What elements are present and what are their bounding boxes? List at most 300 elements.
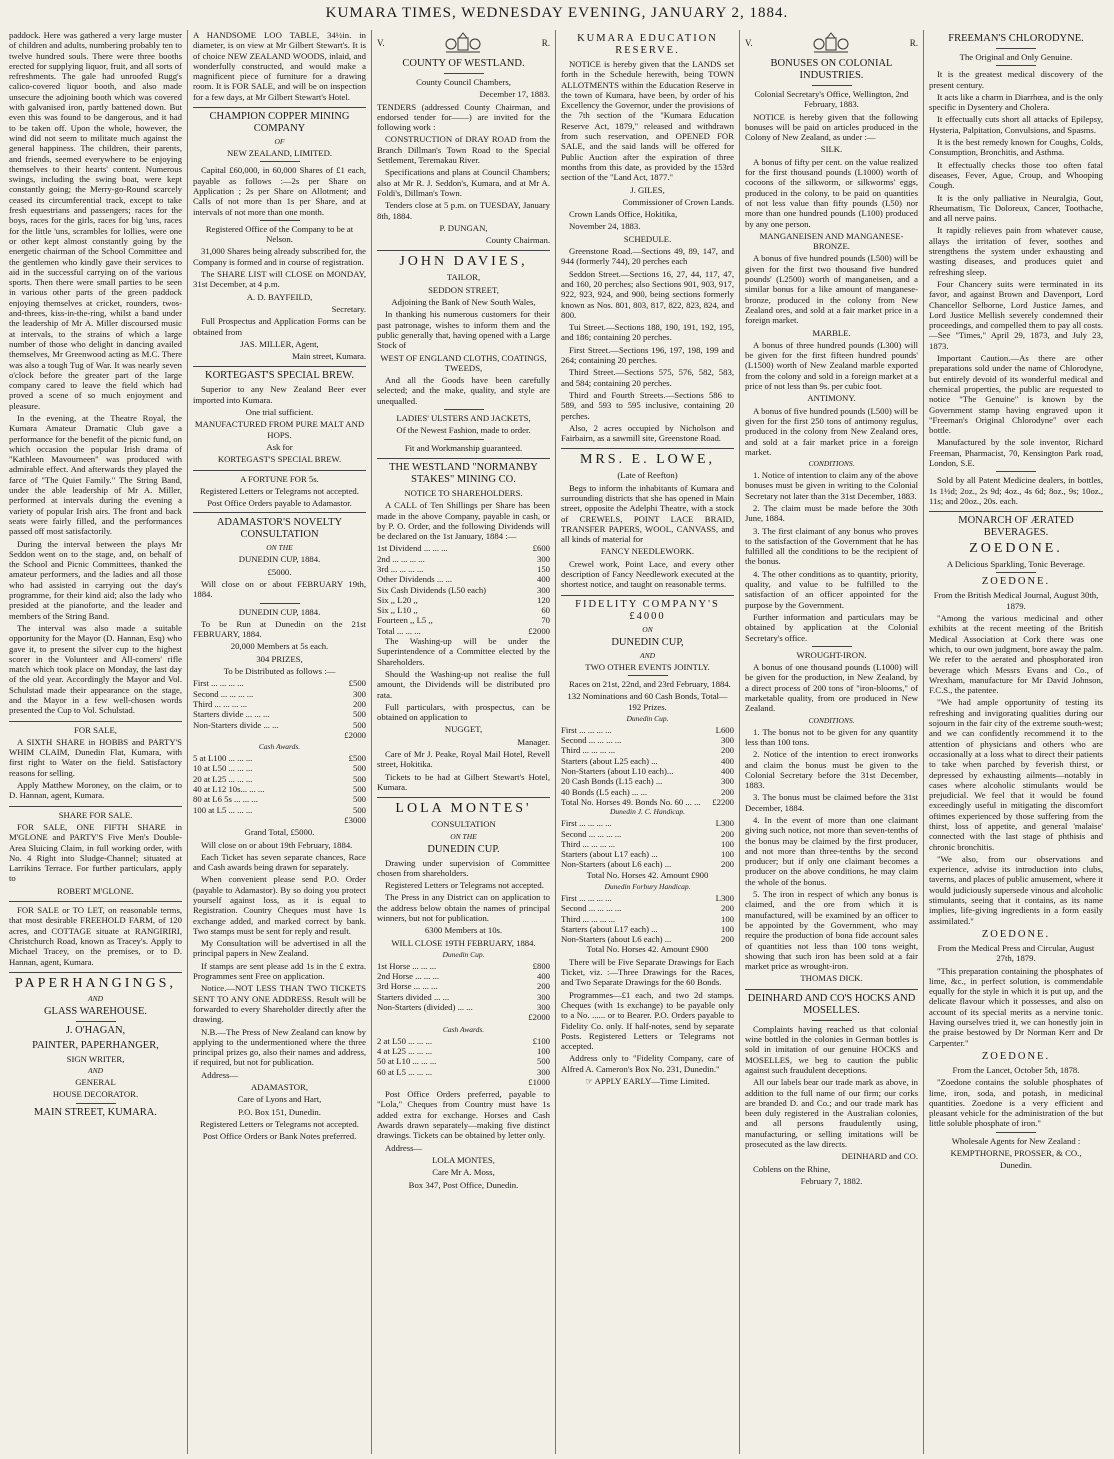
prize-row [561,829,734,839]
divider [812,85,852,86]
ad-text: N.B.—The Press of New Zealand can know by applying to the undermentioned where the three principal prizes go, also their names and address, if required, but not for publication. [193,1026,366,1068]
ad-heading: CHAMPION COPPER MINING COMPANY [209,111,350,135]
champion-copper-ad [193,111,366,367]
dividend-row [377,615,550,625]
ad-subheading: Dunedin Forbury Handicap. [604,882,691,891]
dividend-label: 2nd ... ... ... ... [377,553,425,564]
cash-amount: 500 [352,804,366,815]
ad-text: Ask for [266,441,293,452]
prize-row [561,725,734,735]
ad-subheading: Dunedin Cup. [626,713,669,723]
ad-text: Important Caution.—As there are other preparations sold under the name of Chlorodyne, but entirely devoid of its wonderful medical and chemical properties, the public are requested to notice "The Genuine" is known by the Government stamp having engraved upon it "Freeman's Original Chlorodyne" over each bottle. [929,353,1103,436]
ad-subheading: CONSULTATION [431,819,496,830]
ad-text: A bonus of three hundred pounds (L300) will be given for the first fifteen hundred pounds' (L1500) worth of New Zealand marble exported from the colony and sold in a foreign market at a price of not less than 9s. per cubic foot. [745,339,918,392]
ad-subheading: ZOEDONE. [981,1050,1051,1062]
column-1 [4,30,188,1454]
mrs-lowe-ad [561,452,734,595]
prize-amount: 500 [352,719,366,730]
prize-row [561,893,734,903]
ad-signature: J. GILES, [630,184,665,195]
ad-text: Post Office Orders or Bank Notes preferred. [202,1131,357,1142]
cash-amount: £500 [348,753,366,764]
prize-amount: 200 [536,981,550,992]
prize-amount: 200 [720,786,734,797]
article-paragraph: The interval was also made a suitable opportunity for the Mayor (D. Hannan, Esq) who gave it, to present the silver cup to the highest scorer in the Volunteer and All-comers' rifle match which took place on Monday, the last day of the old year. Accordingly the Mayor and Vol. Schulstad made their appearance on the stage, and the Mayor in a few well-chosen words presented the Cup to Vol. Schulstad. [9,622,182,716]
crest-letter: V. [377,37,385,48]
prize-row [193,720,366,730]
condition-item: 5. The iron in respect of which any bonus is claimed, and the ore from which it is manufactured, will be examined by an officer to be appointed by the Government, who may require the production of bona fide account sales of quantities not less than 100 tons weight, showing that such iron has been sold at a fair market price as wrought-iron. [745,889,918,972]
ad-text: The Washing-up will be under the Superintendence of a Committee elected by the Shareholders. [377,636,550,667]
ad-subheading: CONDITIONS. [808,459,855,469]
prize-amount: L600 [715,724,734,735]
ad-text: P.O. Box 151, Dunedin. [238,1106,321,1117]
dividend-label: Six ,, L10 ,, [377,605,418,616]
cash-label: 80 at L6 5s ... ... ... [193,794,258,805]
prize-row [193,699,366,709]
divider [260,161,300,162]
condition-item: Further information and particulars may be obtained by application at the Colonial Secretary's office. [745,611,918,643]
for-sale-ad [9,725,182,807]
cash-row [377,1036,550,1046]
ad-text: November 24, 1883. [569,221,641,232]
ad-address: MAIN STREET, KUMARA. [34,1106,157,1118]
ad-text: From the Medical Press and Circular, August 27th, 1879. [937,942,1095,964]
ad-text: From the British Medical Journal, August 30th, 1879. [933,590,1099,611]
ad-text: Races on 21st, 22nd, and 23rd February, 1884. [569,678,731,689]
ad-text: A HANDSOME LOO TABLE, 34½in. in diameter, is on view at Mr Gilbert Stewart's. It is of choice NEW ZEALAND WOODS, inlaid, and wonderfully constructed, and would make a magnificent piece of furniture for a drawing room. It is FOR SALE, and will be on inspection for a few days, at Mr Gilbert Stewart's Hotel. [193,30,366,102]
ad-text: Complaints having reached us that colonial wine bottled in the colonies in German bottles is sold in imitation of our genuine HOCKS and MOSELLES, we beg to caution the public against such fraudulent deceptions. [745,1023,918,1075]
education-reserve-ad [561,33,734,449]
cash-amount: 500 [352,763,366,774]
schedule-item: Seddon Street.—Sections 16, 27, 44, 117, 47, and 160, 20 perches; also Sections 901, 903, 917, 922, 923, 924, and 900, being sections formerly known as Nos. 801, 803, 817, 822, 823, 824, and 800. [561,268,734,320]
dividend-label: Other Dividends ... ... [377,574,453,585]
prize-label: Non-Starters (about L10 each)... [561,766,674,777]
ad-text: DUNEDIN CUP, 1884. [238,554,321,565]
ad-text: Tenders close at 5 p.m. on TUESDAY, January 8th, 1884. [377,200,550,221]
ad-text: One trial sufficient. [245,407,314,418]
condition-item: 2. Notice of the intention to erect ironworks and claim the bonus must be given to the Colonial Secretary before the 31st December, 1883. [745,749,918,791]
prize-row [561,745,734,755]
ad-text: Sold by all Patent Medicine dealers, in bottles, 1s 1½d; 2oz., 2s 9d; 4oz., 4s 6d; 8oz., 9s; 10oz., 11s; and 20oz., 20s. each. [929,475,1103,506]
ad-text: Care of Mr J. Peake, Royal Mail Hotel, Revell street, Hokitika. [377,749,550,770]
ad-subheading: NEW ZEALAND, LIMITED. [226,148,333,159]
prize-label: 3rd Horse ... ... ... [377,981,438,992]
prize-label: Second ... ... ... ... [561,828,622,839]
cash-label: 10 at L50 ... ... ... [193,763,253,774]
ad-text: "Zoedone contains the soluble phosphates of lime, iron, soda, and potash, in medicinal quantities. Zoedone is a very efficient and pleasant vehicle for the administration of the but little soluble phosphate of iron." [929,1077,1103,1129]
ad-text: Tickets to be had at Gilbert Stewart's Hotel, Kumara. [377,771,550,792]
prize-label: Starters divided ... ... [377,991,450,1002]
ad-text: To be Distributed as follows :— [223,666,336,677]
schedule-item: Tui Street.—Sections 188, 190, 191, 192, 195, and 186; containing 20 perches. [561,322,734,343]
ad-subheading: SILK. [820,144,843,155]
dividend-amount: 400 [536,574,550,585]
ad-text: In thanking his numerous customers for their past patronage, wishes to inform them and the public generally that, having opened with a Large Stock of [377,309,550,351]
article-paragraph: In the evening, at the Theatre Royal, the Kumara Amateur Dramatic Club gave a performance for the benefit of the picnic fund, on which occasion the popular Irish drama of "Kathleen Mavourneen" was produced with admirable effect. And afterwards they played the farce of "The Quiet Family." The String Band, under the able leadership of Mr A. Miller, performed at intervals during the evening a variety of popular Irish airs. The front and back seats were fairly filled, and the performances passed off most satisfactorily. [9,412,182,537]
condition-item: 3. The bonus must be claimed before the 31st December, 1884. [745,792,918,813]
ad-text: And all the Goods have been carefully selected; and the make, quality, and style are unequalled. [377,375,550,406]
prize-label: Non-Starters (about L6 each) ... [561,859,672,870]
ad-text: The Press in any District can on application to the address below obtain the names of principal winners, but not for publication. [377,892,550,923]
prize-amount: 200 [720,934,734,945]
ad-text: SEDDON STREET, [428,284,499,295]
prize-row [561,756,734,766]
dividend-row [377,605,550,615]
divider [76,1103,116,1104]
ad-signature: A. D. BAYFEILD, [246,291,313,302]
ad-subheading: TAILOR, [446,272,481,283]
ad-text: Apply Matthew Moroney, on the claim, or to D. Hannan, agent, Kumara. [9,780,182,801]
prize-label: Third ... ... ... ... [193,698,248,709]
ad-text: It is the only palliative in Neuralgia, Gout, Rheumatism, Tic Doloreux, Cancer, Toothache, and all nerve pains. [929,192,1103,224]
ad-signature: KEMPTHORNE, PROSSER, & CO., [950,1148,1082,1159]
john-davies-ad [377,254,550,458]
ad-text: Manager. [517,736,550,747]
divider [996,48,1036,49]
royal-crest [745,32,918,54]
county-westland-ad [377,32,550,251]
ad-text: A bonus of five hundred pounds (L500) will be given for the first 250 tons of antimony regulus, produced in the colony from New Zealand ores, and sold at a fair market price in a foreign market. [745,405,918,457]
ad-subheading: Dunedin J. C. Handicap. [610,807,685,817]
paperhangings-ad [9,976,182,1119]
ad-text: JAS. MILLER, Agent, [240,338,319,349]
dividend-amount: 120 [536,594,550,605]
ad-text: Registered Office of the Company to be at Nelson. [205,223,354,245]
ad-text: To be Run at Dunedin on the 21st FEBRUARY, 1884. [193,618,366,640]
ad-subheading: FANCY NEEDLEWORK. [600,546,695,557]
prize-label: Third ... ... ... ... [561,745,616,756]
prize-amount: 100 [720,849,734,860]
ad-text: All our labels bear our trade mark as above, in addition to the full name of our firm; our corks are branded D. and Co.; and our trade mark has been duly registered in the Australian colonies, and all persons fraudulently using, manufacturing, or selling imitations will be prosecuted as the law directs. [745,1077,918,1150]
ad-signature: NUGGET, [444,724,483,735]
ad-heading: FREEMAN'S CHLORODYNE. [948,33,1084,44]
zoedone-ad [929,515,1103,1170]
prize-label: First ... ... ... ... [561,818,612,829]
condition-item: 3. The first claimant of any bonus who proves to the satisfaction of the Government that he has fulfilled all the conditions to be the recipient of the bonus. [745,525,918,567]
dividend-amount: 300 [536,553,550,564]
prize-row [377,992,550,1002]
schedule-item: Third and Fourth Streets.—Sections 586 to 589, and 593 to 595 inclusive, containing 20 perches. [561,389,734,421]
ad-subheading: GLASS WAREHOUSE. [43,1005,148,1017]
ad-text: CONSTRUCTION of DRAY ROAD from the Branch Dillman's Town Road to the Special Settlement, Teremakau River. [377,134,550,166]
ad-signature: LOLA MONTES, [432,1154,495,1165]
share-for-sale-ad [9,810,182,902]
ad-text: NOTICE is hereby given that the LANDS set forth in the Schedule herewith, being TOWN ALLOTMENTS within the Education Reserve in the town of Kumara, have been, by order of his Excellency the Governor, under the provisions of the 7th section of the "Kumara Education Reserve Act, 1879," released and withdrawn from such reservation, and OPENED FOR SALE, and the said lands will be offered for Public Auction after the expiration of three months from this date, as provided by the 153rd section of the "Land Act, 1877." [561,59,734,183]
ad-text: A Delicious Sparkling, Tonic Beverage. [946,559,1086,570]
prize-label: Starters (about L25 each) ... [561,755,658,766]
condition-item: 1. The bonus not to be given for any quantity less than 100 tons. [745,726,918,747]
ad-text: Four Chancery suits were terminated in its favor, and against Brown and Davenport, Lord Chancellor Selborne, Lord Justice James, and Lord Justice Mellish severely condemned their proceedings, and compelled them to pay all costs.—See "Times," April 29, 1873, and July 23, 1873. [929,278,1103,351]
cash-amount: 500 [352,773,366,784]
schedule-item: First Street.—Sections 196, 197, 198, 199 and 264; containing 20 perches. [561,344,734,366]
deinhard-ad [745,993,918,1186]
ad-text: County Chairman. [485,235,550,246]
ad-text: Colonial Secretary's Office, Wellington, 2nd February, 1883. [754,89,909,110]
ad-text: ON THE [266,543,293,553]
colonial-bonuses-ad [745,32,918,990]
ad-text: Dunedin. [999,1160,1033,1171]
crest-letter: R. [541,37,550,48]
prize-amount: 200 [720,903,734,914]
ad-subheading: Cash Awards. [258,742,301,752]
prize-label: Non-Starters (about L6 each) ... [561,934,672,945]
ad-text: A CALL of Ten Shillings per Share has been made in the above Company, payable in cash, or by P. O. Order, and the following Dividends will be declared on the 1st January, 1884 :— [377,500,550,542]
ad-heading: A FORTUNE FOR 5s. [240,473,319,484]
royal-arms-icon [811,32,851,54]
prize-row [561,776,734,786]
ad-text: It effectually cuts short all attacks of Epilepsy, Hysteria, Palpitation, Convulsions, and Spasms. [929,114,1103,135]
prize-label: Second ... ... ... ... [561,735,622,746]
divider [260,220,300,221]
divider [996,1132,1036,1133]
ad-text: 132 Nominations and 60 Cash Bonds, Total—192 Prizes. [567,691,728,712]
total-line: Total No. Horses 42. Amount £900 [586,944,709,955]
ad-text: County Council Chambers, [416,77,511,87]
dividend-amount: 70 [541,615,550,626]
cash-row [193,805,366,815]
ad-subheading: Dunedin Cup. [442,949,485,959]
ad-subheading: ZOEDONE. [981,576,1051,588]
column-3 [372,30,556,1454]
prize-amount: 300 [352,688,366,699]
grand-total: Grand Total, £5000. [244,827,315,838]
prize-row [561,735,734,745]
picnic-article [9,30,182,722]
ad-subheading: DUNEDIN CUP. [427,843,500,855]
prize-row [561,849,734,859]
dividend-amount: 60 [541,605,550,616]
prize-label: Second ... ... ... ... [193,688,254,699]
prize-amount: 300 [536,991,550,1002]
freeman-chlorodyne-ad [929,33,1103,512]
ad-text: Post Office Orders preferred, payable to "Lola," Cheques from Country must have 1s added extra for exchange. Horses and Cash Awards drawn separately—making five distinct drawings. Tickets can be obtained by letter only. [377,1089,550,1141]
fidelity-ad [561,599,734,1087]
prize-amount: 500 [352,709,366,720]
column-6 [924,30,1108,1454]
ad-text: A bonus of fifty per cent. on the value realized for the first thousand pounds (L1000) worth of cocoons of the silkworm, or silkworms' eggs, produced in the colony, to be paid on quantities of not less value than fifty pounds (L50) nor more than one hundred pounds (L100) produced by any one person. [745,156,918,229]
dividend-amount: 300 [536,584,550,595]
divider [444,439,484,440]
cash-label: 2 at L50 ... ... ... [377,1035,433,1046]
divider [812,646,852,647]
ad-heading: KUMARA EDUCATION RESERVE. [577,33,718,56]
divider [193,512,366,513]
ad-subheading: DUNEDIN CUP, [611,636,684,648]
ad-subheading: CONDITIONS. [808,715,855,725]
divider [996,65,1036,66]
prize-label: First ... ... ... ... [561,893,612,903]
ad-text: December 17, 1883. [479,89,550,100]
ad-heading: DEINHARD AND CO'S HOCKS AND MOSELLES. [747,992,916,1016]
ad-text: February 7, 1882. [800,1175,863,1186]
kortegast-brew-ad [193,370,366,470]
dividend-amount: £600 [532,543,550,554]
ad-text: Of the Newest Fashion, made to order. [396,425,531,436]
ad-text: SIGN WRITER, [66,1053,125,1064]
prize-amount: 300 [720,735,734,746]
prize-row [377,961,550,971]
prize-row [193,689,366,699]
lola-montes-ad [377,801,550,1190]
ad-text: ☞ APPLY EARLY—Time Limited. [585,1076,710,1087]
cash-row [193,774,366,784]
prize-amount: 400 [720,755,734,766]
ad-text: Each Ticket has seven separate chances, Race and Cash awards being drawn for separately. [193,851,366,873]
ad-heading: JOHN DAVIES, [399,254,528,270]
ad-text: A SIXTH SHARE in HOBBS and PARTY'S WHIM CLAIM, Dunedin Flat, Kumara, with first right to Water on the field. Satisfactory reasons for selling. [9,736,182,778]
ad-text: A bonus of one thousand pounds (L1000) will be given for the production, in New Zealand, by a direct process of 200 tons of "iron-blooms," of marketable quality, from ore produced in New Zealand. [745,662,918,714]
ad-text: ON [642,624,653,634]
ad-subheading: WROUGHT-IRON. [796,649,867,660]
ad-signature: DEINHARD and CO. [841,1151,918,1162]
prize-amount: 100 [720,913,734,924]
article-paragraph: paddock. Here was gathered a very large muster of children and adults, numbering probably ten to twelve hundred souls. There were three booths erected for supplying liquor, fruit, and all sorts of refreshments. The gale had unroofed Rugg's calico-covered liquor booth, and also made unsecure the adjoining booth which was covered with galvanised iron, partly battened down. But even this was found to be dangerous, and it had to be taken off. Upon the whole, however, the wind did not seem to militate much against the general happiness. The children, their parents, and friends, seemed everywhere to be enjoying themselves to their hearts' content. Numerous swings, including the swing boat, were kept constantly going; the Merry-go-Round scarcely ceased its circumferential track, except to take fresh equestrians and passengers; races for the boys, races for the girls, races for big 'uns, races for the little 'uns, scrambles for lollies, were one or other kept almost constantly going by the energetic chairman of the School Committee and the gentlemen who kindly gave their services to aid in the successful carrying on of the various sports. Then there were small parties to be seen in various other parts of the green paddock enjoying themselves at cricket, rounders, twos-and-threes, kiss-in-the-ring, whilst a band under the leadership of Mr A. Miller discoursed music at intervals, to the strains of which a large number of those who delight in dancing availed themselves, Mr Greenwood acting as M.C. There was also a tough Tug of War. It was nearly seven o'clock before the greater part of the large company cared to leave the field which had proved a scene of so much enjoyment and pleasure. [9,30,182,411]
cash-label: 40 at L12 10s... ... ... [193,784,265,795]
ad-text: It is the best remedy known for Coughs, Colds, Consumption, Bronchitis, and Asthma. [929,137,1103,158]
dividend-total-row [377,626,550,636]
ad-text: Main street, Kumara. [292,351,366,362]
prize-amount: L300 [715,818,734,829]
condition-item: 4. In the event of more than one claimant giving such notice, not more than seven-tenths of the bonus may be claimed by the first producer, and not more than three-tenths by the second producer; but if only one claimant becomes a producer on the above conditions, he may claim the whole of the bonus. [745,815,918,887]
dividend-row [377,564,550,574]
ad-text: LADIES' ULSTERS AND JACKETS, [396,413,531,424]
ad-text: Wholesale Agents for New Zealand : [951,1135,1081,1146]
dividend-row [377,574,550,584]
ad-text: HOUSE DECORATOR. [52,1089,139,1100]
dividend-row [377,595,550,605]
ad-text: GENERAL [75,1077,116,1088]
prize-label: Third ... ... ... ... [561,838,616,849]
schedule-item: Greenstone Road.—Sections 49, 89, 147, and 944 (formerly 744), 20 perches each [561,246,734,267]
ad-text: TENDERS (addressed County Chairman, and endorsed tender for——) are invited for the following work : [377,101,550,133]
dividend-row [377,585,550,595]
ad-text: Address— [385,1142,423,1153]
ad-signature: ROBERT M'GLONE. [57,885,134,896]
ad-text: Full particulars, with prospectus, can be obtained on application to [377,701,550,723]
dividend-label: Six ,, L20 ,, [377,594,418,605]
ad-heading: ADAMASTOR'S NOVELTY CONSULTATION [216,517,343,541]
cash-total: £3000 [344,814,366,825]
ad-text: Full Prospectus and Application Forms can be obtained from [193,316,366,337]
condition-item: 4. The other conditions as to quantity, priority, quality, and value to be fulfilled to the satisfaction of an officer appointed for the purpose by the Government. [745,568,918,610]
ad-text: Commissioner of Crown Lands. [622,196,734,207]
cash-label: 60 at L5 ... ... ... [377,1066,433,1077]
ad-text: Notice.—NOT LESS THAN TWO TICKETS SENT TO ANY ONE ADDRESS. Result will be forwarded to every Shareholder directly after the drawing. [193,983,366,1025]
ad-text: Address— [201,1069,239,1080]
prize-label: First ... ... ... ... [193,678,244,689]
prize-amount: 300 [720,776,734,787]
condition-item: 2. The claim must be made before the 30th June, 1884. [745,502,918,524]
divider [812,1020,852,1021]
prize-label: First ... ... ... ... [561,724,612,735]
cash-row [377,1067,550,1077]
ad-text: Capital £60,000, in 60,000 Shares of £1 each, payable as follows :—2s per Share on Application ; 2s per Share on Allotment; and Calls of not more than 1s per Share, and at intervals of not more than one month. [193,165,366,217]
cash-row [377,1056,550,1066]
ad-text: £5000. [267,566,292,577]
ad-subheading: NOTICE TO SHAREHOLDERS. [404,487,523,498]
cash-label: 100 at L5 ... ... ... [193,804,253,815]
ad-text: KORTEGAST'S SPECIAL BREW. [217,454,342,465]
ad-text: Manufactured by the sole inventor, Richard Freeman, Pharmacist, 70, Kensington Park road, London, S.E. [929,437,1103,468]
ad-heading: LOLA MONTES' [395,801,532,817]
ad-heading: BONUSES ON COLONIAL INDUSTRIES. [770,58,893,81]
prize-amount: 100 [720,838,734,849]
ad-text: Will close on or about FEBRUARY 19th, 1884. [193,578,366,600]
ad-subheading: TWO OTHER EVENTS JOINTLY. [585,661,710,672]
schedule-item: Also, 2 acres occupied by Nicholson and Fairbairn, as a sawmill site, Greenstone Road. [561,422,734,444]
ad-signature: ADAMASTOR, [250,1082,309,1093]
prize-total: £2000 [344,729,366,740]
total-amount: £2200 [712,796,734,807]
prize-row [561,934,734,944]
cash-label: 20 at L25 ... ... ... [193,773,253,784]
divider [444,409,484,410]
ad-text: Should the Washing-up not realise the full amount, the Dividends will be distributed pro rata. [377,668,550,700]
ad-heading: DUNEDIN CUP, 1884. [238,606,321,617]
ad-text: NOTICE is hereby given that the following bonuses will be paid on articles produced in the Colony of New Zealand, as under :— [745,111,918,143]
cash-row [193,763,366,773]
ad-text: "This preparation containing the phosphates of lime, &c., in perfect solution, is commendable equally for the style in which it is put up, and the delicate flavour which it possesses, and also on account of its special merits as a nervine tonic. Having ourselves tried it, we can honestly join in the praise bestowed by Dr Norman Kerr and Dr Carpenter." [929,965,1103,1048]
crest-letter: R. [909,37,918,48]
divider [628,675,668,676]
prize-label: Non-Starters (divided) ... ... [377,1002,473,1013]
cash-row [193,794,366,804]
ad-signature: P. DUNGAN, [439,222,488,233]
total-label: Total No. Horses 49. Bonds No. 60 ... ... [561,796,701,807]
ad-text: Programmes—£1 each, and two 2d stamps. Cheques (with 1s exchange) to be payable only to a No. ...... or to Bearer. P.O. Orders payable to Fidelity Co. only. If half-notes, send by separate Posts. Registered Letters or Telegrams not accepted. [561,989,734,1052]
ad-text: Crewel work, Point Lace, and every other description of Fancy Needlework executed at the shortest notice, and taught on reasonable terms. [561,558,734,590]
ad-text: Begs to inform the inhabitants of Kumara and surrounding districts that she has opened in Main street, opposite the Adelphi Theatre, with a stock of CREWELS, POINT LACE BRAID, TRANSFER PAPERS, WOOL, CANVASS, and all kinds of material for [561,482,734,545]
prize-amount: 200 [720,828,734,839]
prize-amount: 400 [536,971,550,982]
ad-text: ON THE [450,831,477,841]
ad-heading: SHARE FOR SALE. [58,809,133,820]
ad-text: Registered Letters or Telegrams not accepted. [385,880,544,891]
ad-text: It effectually checks those too often fatal diseases, Fever, Ague, Croup, and Whooping Cough. [929,159,1103,191]
prize-total: £2000 [528,1012,550,1023]
normanby-stakes-ad [377,462,550,798]
ad-heading: 304 PRIZES, [256,653,303,664]
cash-label: 4 at L25 ... ... ... [377,1045,433,1056]
ad-text: From the Lancet, October 5th, 1878. [952,1064,1080,1075]
ad-text: OF [274,137,285,147]
schedule-item: Third Street.—Sections 575, 576, 582, 583, and 584; containing 20 perches. [561,367,734,388]
divider [996,471,1036,472]
prize-label: 40 Bonds (L5 each) ... ... [561,786,648,797]
prize-row [193,709,366,719]
ad-text: A bonus of five hundred pounds (L500) will be given for the first two thousand five hundred pounds' (L2500) worth of manganeisen, and a similar bonus for a like amount of manganese-bronze, produced in the colony from New Zealand ores, and sold at a fair market price in a foreign market. [745,253,918,326]
ad-text: Box 347, Post Office, Dunedin. [408,1179,519,1190]
article-paragraph: During the interval between the plays Mr Seddon went on to the stage, and, on behalf of the School and Picnic Committees, thanked the amateur performers, and the ladies and all those who had assisted in carrying out the day's programme, for their kind aid; also the lady who presided at the pianoforte, and the leader and members of the String Band. [9,538,182,621]
masthead: KUMARA TIMES, WEDNESDAY EVENING, JANUARY 2, 1884. [325,5,789,21]
ad-text: Superior to any New Zealand Beer ever imported into Kumara. [193,384,366,405]
ad-heading: THE WESTLAND "NORMANBY STAKES" MINING CO. [389,461,538,485]
ad-text: Post Office Orders payable to Adamastor. [207,498,352,509]
prize-row [193,678,366,688]
ad-heading: FIDELITY COMPANY'S £4000 [575,598,720,622]
ad-text: Crown Lands Office, Hokitika, [569,209,678,220]
prize-amount: £500 [348,678,366,689]
dividend-label: Six Cash Dividends (L50 each) [377,584,487,595]
ad-text: WILL CLOSE 19TH FEBRUARY, 1884. [391,937,536,948]
ad-text: 31,000 Shares being already subscribed for, the Company is formed and in course of registration. [193,246,366,267]
ad-heading: KORTEGAST'S SPECIAL BREW. [205,370,354,382]
ad-text: FOR SALE, ONE FIFTH SHARE in M'GLONE and PARTY'S Five Men's Double-Area Sluicing Claim, in full working order, with No. 4 Right into Sludge-Channel; situated at Larrikins Terrace. For further particulars, apply to [9,821,182,884]
prize-row [561,787,734,797]
prize-row [561,914,734,924]
ad-text: Registered Letters or Telegrams not accepted. [200,1118,359,1129]
prize-amount: £800 [532,960,550,971]
